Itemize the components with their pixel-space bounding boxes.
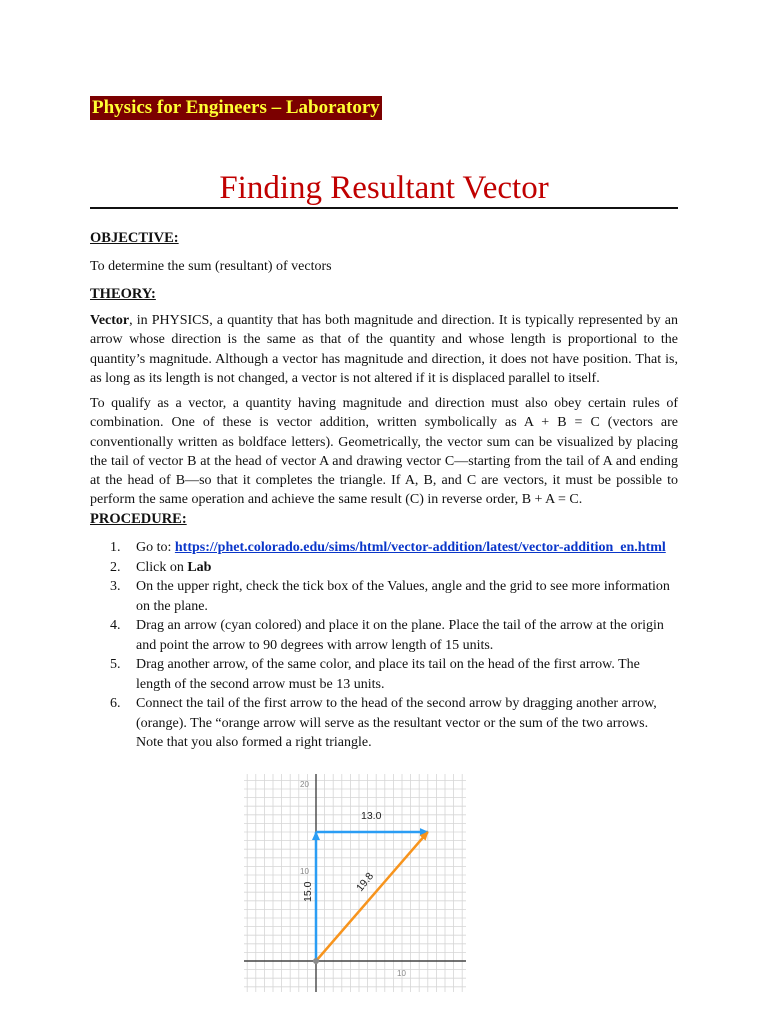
theory-paragraph-2: To qualify as a vector, a quantity having magnitude and direction must also obey certain rules of combination. One of these is vector addition, written symbolically as A + B = C (vectors are conventionally written as boldface letters). Geometrically, the vector sum can be visualized by placing the tail of vector B at the head of vector A and drawing vector C—starting from the tail of A and ending at the head of B—so that it completes the triangle. If A, B, and C are vectors, it must be possible to perform the same operation and achieve the same result (C) in reverse order, B + A = C. xyxy=(90,396,678,508)
step-number: 1. xyxy=(110,540,121,555)
procedure-step xyxy=(90,577,678,616)
procedure-step xyxy=(90,655,678,694)
step-number: 3. xyxy=(110,579,121,594)
step-text: Drag an arrow (cyan colored) and place it on the plane. Place the tail of the arrow at the origin and point the arrow to 90 degrees with arrow length of 15 units. xyxy=(136,618,664,653)
step-text: Connect the tail of the first arrow to the head of the second arrow by dragging another arrow, (orange). The “orange arrow will serve as the resultant vector or the sum of the two arrows. Note that you also formed a right triangle. xyxy=(136,696,657,750)
procedure-step xyxy=(90,694,678,753)
lab-term: Lab xyxy=(187,559,212,575)
tick-label-x10: 10 xyxy=(397,969,406,978)
step-number: 2. xyxy=(110,559,121,575)
theory-heading: THEORY: xyxy=(90,286,156,302)
objective-heading: OBJECTIVE: xyxy=(90,230,179,246)
objective-text: To determine the sum (resultant) of vectors xyxy=(90,259,332,274)
page-title: Finding Resultant Vector xyxy=(219,170,549,206)
tick-label-y20: 20 xyxy=(300,780,309,789)
step-number: 4. xyxy=(110,618,121,633)
theory-paragraph-1 xyxy=(90,311,678,388)
vector-figure xyxy=(244,770,466,999)
step-text: Drag another arrow, of the same color, and place its tail on the head of the first arrow. The length of the second arrow must be 13 units. xyxy=(136,657,640,692)
procedure-step xyxy=(90,616,678,655)
phet-link[interactable]: https://phet.colorado.edu/sims/html/vector-addition/latest/vector-addition_en.html xyxy=(174,540,666,555)
grid-lines xyxy=(244,774,466,992)
theory-paragraph-1-text: , in PHYSICS, a quantity that has both magnitude and direction. It is typically represented by an arrow whose direction is the same as that of the quantity and whose length is proportional to the quantity’s magnitude. Although a vector has magnitude and direction, it does not have position. That is, as long as its length is not changed, a vector is not altered if it is displaced parallel to itself. xyxy=(90,313,678,386)
vector-graph xyxy=(244,770,466,994)
tick-label-y10: 10 xyxy=(300,867,309,876)
step-number: 5. xyxy=(110,657,121,672)
resultant-vector-label: 19.8 xyxy=(354,870,377,894)
procedure-list xyxy=(90,538,678,753)
step-prefix: Go to: xyxy=(136,540,175,555)
resultant-vector-arrow xyxy=(316,832,428,961)
step-text: On the upper right, check the tick box of the Values, angle and the grid to see more information on the plane. xyxy=(136,579,670,614)
course-header: Physics for Engineers – Laboratory xyxy=(92,97,380,118)
vector-a-label: 15.0 xyxy=(302,881,314,902)
procedure-step xyxy=(90,558,678,578)
step-prefix: Click on xyxy=(136,559,188,575)
origin-point xyxy=(313,958,319,964)
procedure-heading: PROCEDURE: xyxy=(90,511,187,527)
vector-b-label: 13.0 xyxy=(361,810,382,822)
procedure-step xyxy=(90,538,678,558)
vector-term: Vector xyxy=(90,313,130,328)
title-divider xyxy=(90,207,678,209)
step-number: 6. xyxy=(110,696,121,711)
